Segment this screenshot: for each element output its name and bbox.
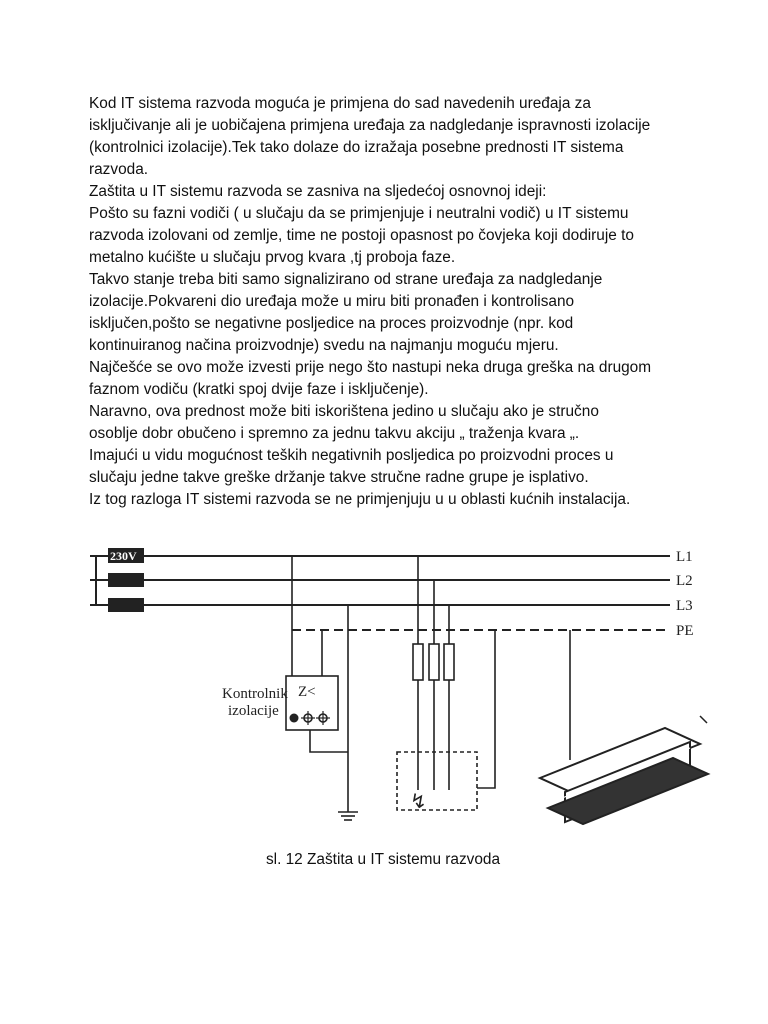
text-line: izolacije.Pokvareni dio uređaja može u miru biti pronađen i kontrolisano — [89, 293, 575, 310]
label-l2: L2 — [676, 573, 693, 589]
text-line: metalno kućište u slučaju prvog kvara ,tj proboja faze. — [89, 249, 456, 266]
text-line: Takvo stanje treba biti samo signalizirano od strane uređaja za nadgledanje — [89, 271, 603, 288]
source-voltage-label: 230V — [110, 549, 137, 563]
steel-beam-icon — [540, 728, 708, 824]
text-line: Kod IT sistema razvoda moguća je primjena do sad navedenih uređaja za — [89, 95, 591, 112]
lamp-icon — [290, 714, 299, 723]
fuse-l1 — [413, 644, 423, 680]
text-line: isključivanje ali je uobičajena primjena uređaja za nadgledanje ispravnosti izolacije — [89, 117, 651, 134]
text-line: osoblje dobr obučeno i spremno za jednu takvu akciju „ traženja kvara „. — [89, 425, 580, 442]
label-l3: L3 — [676, 598, 693, 614]
text-line: Pošto su fazni vodiči ( u slučaju da se primjenjuje i neutralni vodič) u IT sistemu — [89, 205, 629, 222]
body-text — [89, 93, 729, 511]
label-l1: L1 — [676, 549, 693, 565]
text-line: kontinuiranog načina proizvodnje) svedu na najmanju moguću mjeru. — [89, 337, 559, 354]
label-pe: PE — [676, 623, 694, 639]
text-line: Zaštita u IT sistemu razvoda se zasniva na sljedećoj osnovnoj ideji: — [89, 183, 547, 200]
text-line: Najčešće se ovo može izvesti prije nego što nastupi neka druga greška na drugom — [89, 359, 652, 376]
monitor-label-line1: Kontrolnik — [222, 686, 288, 702]
text-line: Imajući u vidu mogućnost teških negativnih posljedica po proizvodni proces u — [89, 447, 614, 464]
source-coil-3 — [108, 598, 144, 612]
text-line: Iz tog razloga IT sistemi razvoda se ne primjenjuju u u oblasti kućnih instalacija. — [89, 491, 631, 508]
it-system-diagram — [0, 530, 768, 830]
text-line: Naravno, ova prednost može biti iskorištena jedino u slučaju ako je stručno — [89, 403, 599, 420]
text-line: (kontrolnici izolacije).Tek tako dolaze do izražaja posebne prednosti IT sistema — [89, 139, 624, 156]
monitor-symbol: Z< — [298, 684, 316, 700]
fuse-l3 — [444, 644, 454, 680]
metal-housing — [397, 752, 477, 810]
text-line: razvoda izolovani od zemlje, time ne postoji opasnost po čovjeka koji dodiruje to — [89, 227, 634, 244]
fuse-l2 — [429, 644, 439, 680]
text-line: isključen,pošto se negativne posljedice na proces proizvodnje (npr. kod — [89, 315, 574, 332]
text-line: slučaju jedne takve greške držanje takve stručne radne grupe je isplativo. — [89, 469, 589, 486]
text-line: razvoda. — [89, 161, 149, 178]
monitor-label-line2: izolacije — [228, 703, 279, 719]
source-coil-2 — [108, 573, 144, 587]
fault-icon: ↯ — [410, 791, 427, 813]
text-line: faznom vodiču (kratki spoj dvije faze i isključenje). — [89, 381, 429, 398]
figure-caption — [0, 851, 768, 869]
caption-text: sl. 12 Zaštita u IT sistemu razvoda — [265, 851, 501, 868]
